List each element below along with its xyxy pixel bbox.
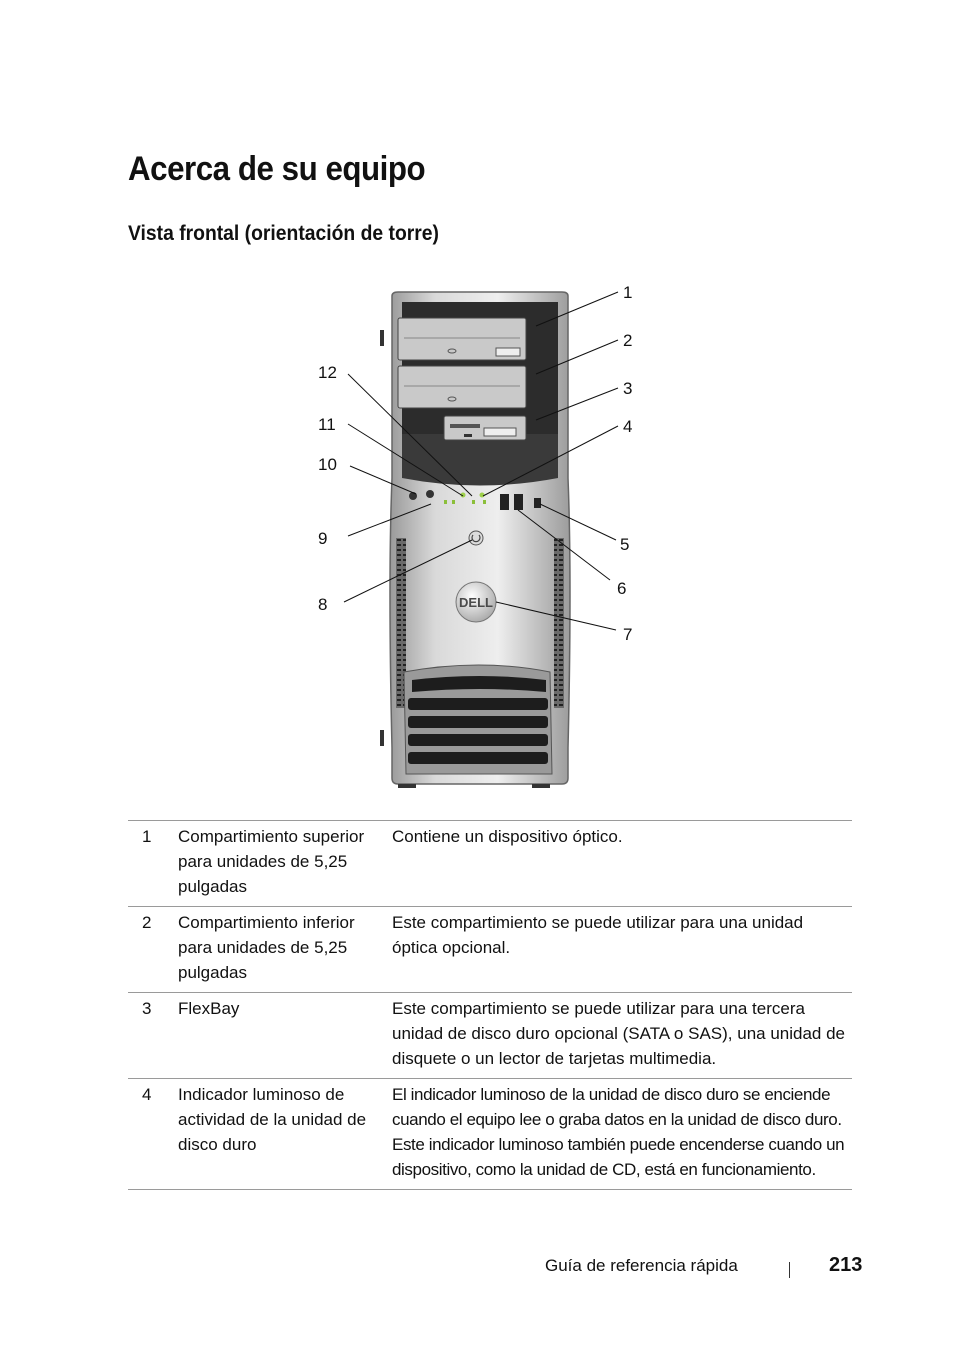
item-name: FlexBay <box>178 999 240 1018</box>
item-description: Contiene un dispositivo óptico. <box>392 827 623 846</box>
callout-12: 12 <box>318 363 337 382</box>
callout-3: 3 <box>623 379 633 398</box>
table-row <box>128 993 852 1079</box>
microphone-connector <box>426 490 434 498</box>
item-name: Compartimiento superior para unidades de 5,25 pulgadas <box>178 827 365 896</box>
optical-drive-bottom <box>398 366 526 408</box>
ieee1394-connector <box>534 498 541 508</box>
page-title: Acerca de su equipo <box>128 150 426 188</box>
table-row <box>128 907 852 993</box>
side-clip <box>380 730 384 746</box>
usb-connector <box>514 494 523 510</box>
table-row <box>128 821 852 907</box>
item-name: Compartimiento inferior para unidades de 5,25 pulgadas <box>178 913 355 982</box>
item-description: Este compartimiento se puede utilizar para una tercera unidad de disco duro opcional (SATA o SAS), una unidad de disquete o un lector de tarjetas multimedia. <box>392 999 846 1068</box>
power-button <box>469 531 483 545</box>
hdd-activity-light <box>480 493 485 498</box>
item-number: 3 <box>142 999 152 1018</box>
component-table <box>128 820 852 1190</box>
item-number: 1 <box>142 827 152 846</box>
callout-2: 2 <box>623 331 633 350</box>
tower-illustration <box>300 278 660 798</box>
item-name: Indicador luminoso de actividad de la unidad de disco duro <box>178 1085 367 1154</box>
callout-6: 6 <box>617 579 627 598</box>
page-number: 213 <box>829 1254 863 1276</box>
callout-1: 1 <box>623 283 633 302</box>
item-number: 4 <box>142 1085 152 1104</box>
side-clip <box>380 330 384 346</box>
footer-doc-title: Guía de referencia rápida <box>545 1256 738 1275</box>
dell-logo-text: DELL <box>459 595 493 610</box>
callout-5: 5 <box>620 535 630 554</box>
callout-7: 7 <box>623 625 633 644</box>
item-description: El indicador luminoso de la unidad de disco duro se enciende cuando el equipo lee o graba datos en la unidad de disco duro. Este indicador luminoso también puede encenderse cuando un dispositivo, como la unidad de CD, está en funcionamiento. <box>392 1085 845 1179</box>
usb-connector <box>500 494 509 510</box>
computer-front-view-figure <box>300 278 660 798</box>
callout-11: 11 <box>318 415 336 434</box>
right-vent <box>554 538 564 708</box>
callout-10: 10 <box>318 455 337 474</box>
item-number: 2 <box>142 913 152 932</box>
callout-9: 9 <box>318 529 328 548</box>
table-row <box>128 1079 852 1190</box>
callout-4: 4 <box>623 417 633 436</box>
callout-8: 8 <box>318 595 328 614</box>
section-heading: Vista frontal (orientación de torre) <box>128 222 439 245</box>
item-description: Este compartimiento se puede utilizar para una unidad óptica opcional. <box>392 913 804 957</box>
footer-divider <box>789 1262 790 1278</box>
